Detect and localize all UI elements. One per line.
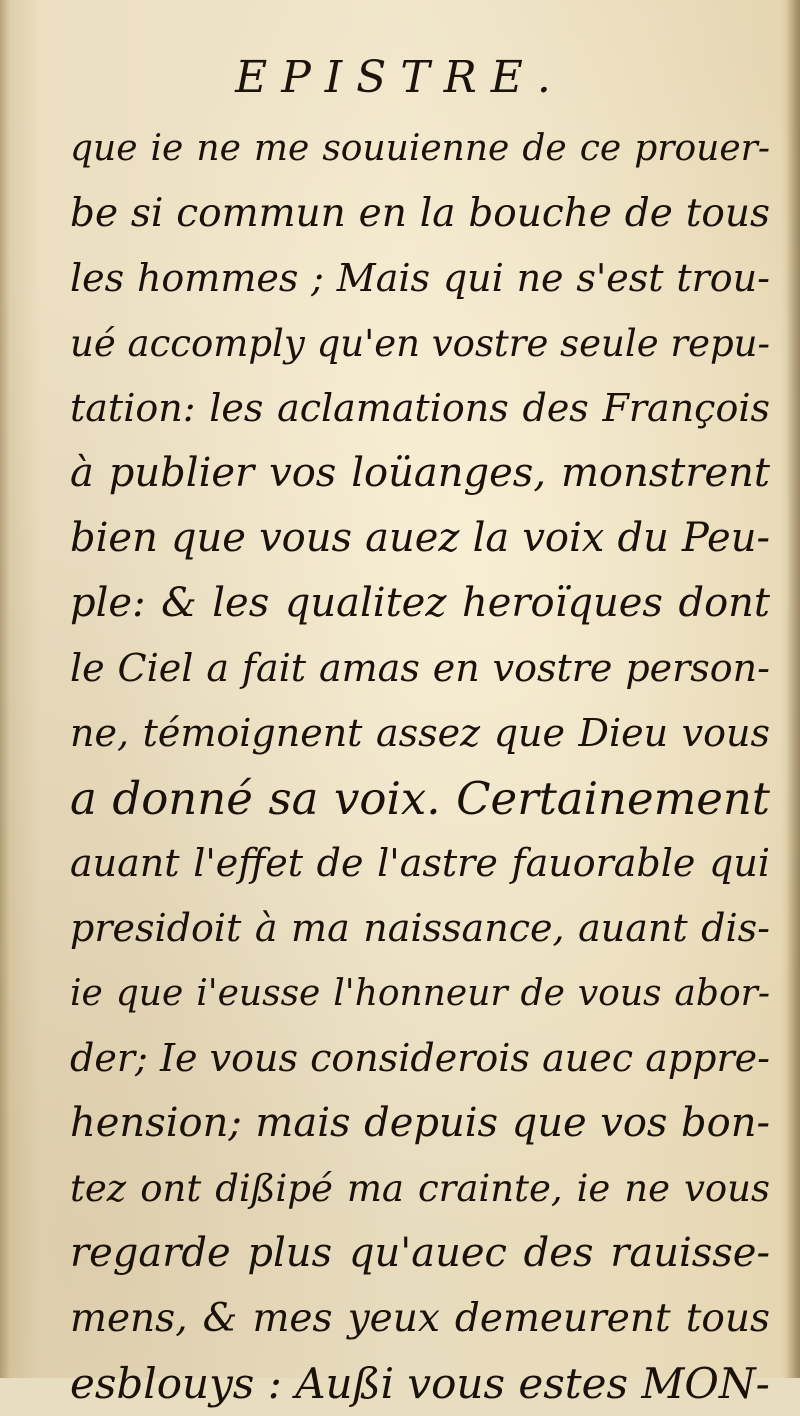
- text-line: à publier vos loüanges, monstrent: [70, 450, 770, 496]
- text-line: ple: & les qualitez heroïques dont: [70, 580, 770, 626]
- text-line: auant l'effet de l'astre fauorable qui: [70, 841, 770, 885]
- text-line: be si commun en la bouche de tous: [70, 191, 770, 236]
- text-line: tation: les aclamations des François: [70, 386, 770, 430]
- page-edge-left: [0, 0, 10, 1378]
- text-line: tez ont dißipé ma crainte, ie ne vous: [70, 1167, 770, 1210]
- text-line: mens, & mes yeux demeurent tous: [70, 1296, 770, 1341]
- page-edge-right: [786, 0, 800, 1378]
- text-line: ué accomply qu'en vostre seule repu-: [70, 322, 770, 365]
- text-line: hension; mais depuis que vos bon-: [70, 1100, 770, 1146]
- body-text: [70, 116, 770, 1416]
- text-line: ne, témoignent assez que Dieu vous: [70, 711, 770, 755]
- page-header: EPISTRE.: [235, 52, 565, 103]
- text-line: le Ciel a fait amas en vostre person-: [70, 646, 770, 690]
- text-line: regarde plus qu'auec des rauisse-: [70, 1230, 770, 1276]
- text-line: bien que vous auez la voix du Peu-: [70, 515, 770, 561]
- text-line: a donné sa voix. Certainement: [70, 772, 770, 825]
- text-line: presidoit à ma naissance, auant dis-: [70, 906, 770, 950]
- text-line: les hommes ; Mais qui ne s'est trou-: [70, 256, 770, 300]
- text-line: esblouys : Außi vous estes MON-: [70, 1359, 770, 1408]
- text-line: que ie ne me souuienne de ce prouer-: [70, 128, 770, 169]
- text-line: ie que i'eusse l'honneur de vous abor-: [70, 973, 770, 1014]
- text-line: der; Ie vous considerois auec appre-: [70, 1036, 770, 1080]
